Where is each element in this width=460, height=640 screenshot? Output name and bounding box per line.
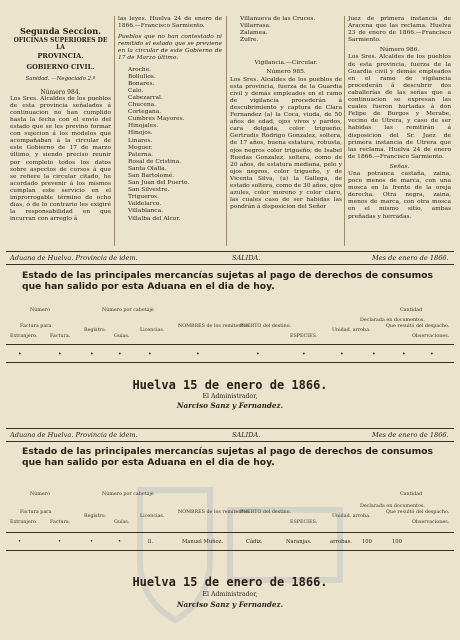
col-puerto: PUERTO del destino. bbox=[240, 510, 292, 515]
numero-984: Número 984. bbox=[40, 88, 81, 96]
town-item: Paterna. bbox=[128, 151, 154, 158]
town-item: Aroche. bbox=[128, 66, 152, 73]
col-guias: Guías. bbox=[114, 520, 130, 525]
col-extranjero: Extranjero. bbox=[10, 334, 38, 339]
col-observaciones: Observaciones. bbox=[412, 520, 450, 525]
col-nombres: NOMBRES de los remitentes. bbox=[178, 510, 251, 515]
column-divider bbox=[114, 16, 115, 246]
col-factura-para: Factura para bbox=[20, 324, 52, 329]
rule bbox=[6, 264, 454, 265]
town-item: Villablanca. bbox=[128, 208, 163, 215]
section-gobierno: GOBIERNO CIVIL. bbox=[26, 63, 95, 72]
col-declarada: Declarada en documentos. bbox=[360, 504, 425, 509]
col-numero: Número bbox=[30, 492, 50, 497]
town-item: San Juan del Puerto. bbox=[128, 180, 190, 187]
aduana-label: Aduana de Huelva. Provincia de idem. bbox=[10, 254, 138, 262]
col-factura-para: Factura para bbox=[20, 510, 52, 515]
town-item: Villalba del Alcor. bbox=[128, 215, 181, 222]
senas-body: Una potranca castaña, zaina, poco menos de marca, con una mosca en la frente de la oreja derecha. Otra negra, zaina, menos de marca, con otra mosca en el mismo sitio, ambas preñadas y herradas. bbox=[348, 170, 451, 220]
col-observaciones: Observaciones. bbox=[412, 334, 450, 339]
mes-label: Mes de enero de 1866. bbox=[372, 431, 449, 439]
section-subtitle: OFICINAS SUPERIORES DE LA bbox=[13, 37, 108, 52]
col-cantidad: Cantidad bbox=[400, 308, 423, 313]
column-2 bbox=[118, 16, 222, 223]
row-resultado: 100 bbox=[392, 539, 402, 545]
town-item: Moguer. bbox=[128, 144, 153, 151]
col-declarada: Declarada en documentos. bbox=[360, 318, 425, 323]
town-item: Zufre. bbox=[240, 37, 259, 44]
town-item: Valdelarco. bbox=[128, 201, 162, 208]
col-extranjero: Extranjero. bbox=[10, 520, 38, 525]
town-item: Villarrasa. bbox=[240, 23, 271, 30]
section-province: PROVINCIA. bbox=[37, 52, 84, 61]
row-unidad: arrobas. bbox=[330, 539, 352, 545]
town-item: Zalamea. bbox=[240, 30, 268, 37]
town-item: San Bartolomé. bbox=[128, 172, 175, 179]
signature-name-2: Narciso Sanz y Fernandez. bbox=[176, 600, 284, 609]
library-watermark bbox=[120, 470, 350, 640]
rule bbox=[6, 344, 454, 345]
vigilancia-heading: Vigilancia.—Circular. bbox=[254, 60, 318, 67]
col-licencias: Licencias. bbox=[140, 328, 165, 333]
col-puerto: PUERTO del destino. bbox=[240, 324, 292, 329]
signature-admin-1: El Administrador, bbox=[202, 393, 258, 400]
town-item: Hinojos. bbox=[128, 130, 153, 137]
section-title: Segunda Seccion. bbox=[19, 26, 102, 36]
col-factura: Factura. bbox=[50, 520, 71, 525]
col-numero-cabotaje: Número por cabotaje bbox=[102, 308, 154, 313]
towns-intro: Pueblos que no han contestado ni remitido el estado que se previene en la circular de este Gobierno de 17 de Marzo último. bbox=[118, 34, 222, 62]
col-licencias: Licencias. bbox=[140, 514, 165, 519]
col-especies: ESPECIES. bbox=[290, 520, 318, 525]
rule bbox=[6, 362, 454, 363]
signature-name-1: Narciso Sanz y Fernandez. bbox=[176, 401, 284, 410]
col-guias: Guías. bbox=[114, 334, 130, 339]
col-cantidad: Cantidad bbox=[400, 492, 423, 497]
senas-heading: Señas. bbox=[389, 163, 410, 170]
row-declarada: 100 bbox=[362, 539, 372, 545]
rule bbox=[6, 251, 454, 252]
negociado-line: Sanidad. —Negociado 2.º bbox=[25, 76, 96, 83]
salida-label: SALIDA. bbox=[232, 431, 261, 439]
article-986-body: Los Sres. Alcaldes de los pueblos de esta provincia, fuerza de la Guardia civil y demás empleados en el ramo de vigilancia procederán á descubrir dos caballerías de las señas que a continuacion se expresan las cuales fueron hurtadas á don Felipe de Burgos y Merabe, vecino de Utrera, y caso de ser habidas las remitirán á disposicion del Sr. Juez de primera instancia de Utrera que las reclama. Huelva 24 de enero de 1866.—Francisco Sarmiento. bbox=[348, 54, 451, 160]
towns-list bbox=[118, 67, 222, 223]
town-item: Santa Olalla. bbox=[128, 165, 167, 172]
newspaper-page: Segunda Seccion. OFICINAS SUPERIORES DE LA PROVINCIA. GOBIERNO CIVIL. Sanidad. —Negociado 2.º Número 984. Los Sres. Alcaldes de los pueblos de esta provincia señalados á continuacion no han cumplido hasta la fecha con el envío del estado que se les previno formar con sujecion á los modelos que acompañaban á la circular de este Gobierno de 17 de marzo último, y siendo preciso reunir por completo todos los datos sobre aspectos de cursos á que se refiere la circular citado, he acordado prevenir á los mismos cumplan este servicio en el improrrogable término de ocho dias, ó de lo contrario les exigiré la responsabilidad en que incurran con arreglo á las leyes. Huelva 24 de enero de 1866.—Francisco Sarmiento. Pueblos que no han contestado ni remitido el estado que se previene en la circular de este Gobierno de 17 de Marzo último. Aroche. Bollullos. Bonares. Calo. Cabezarral. Chucena. Cortegana. Cumbres Mayores. Hinojales. Hinojos. Linares. Moguer. Paterna. Rosal de Cristina. Santa Olalla. San Bartolomé. San Juan del Puerto. San Silvestre. Trigueros. Valdelarco. Villablanca. Villalba del Alcor. Villanueva de las Cruces. Villarrasa. Zalamea. Zufre. Vigilancia.—Circular. Número 985. Los Sres. Alcaldes de los pueblos de esta provincia, fuerza de la Guardia civil y demás empleados en el ramo de vigilancia procederán á descubrimiento y captura de Clara Fernandez (a) la Coca, viuda, de 50 años de edad, ojos vivos y pardos, cara delgada, color trigueño; Gertrudis Rodrigo Gonzalez, soltera, de 17 años, buena estatura, robusta, ojos negros color trigueño; de Isabel Ruedas Gonzalez, soltera, como de 20 años, de estatura mediana, pelo y ojos negros, color trigueño, y de Vicenta Silva, (a) la Gallega, de estado soltera, como de 30 años, ojos azules, color moreno y color claro, las cuales caso de ser habidas las pondrán á disposicion del Señor Juez de primera instancia de Aracena que las reclama. Huelva 23 de enero de 1866.—Francisco Sarmiento. Número 986. Los Sres. Alcaldes de los pueblos de esta provincia, fuerza de la Guardia civil y demás empleados en el ramo de vigilancia procederán á descubrir dos caballerías de las señas que a continuacion se expresan las cuales fueron hurtadas á don Felipe de Burgos y Merabe, vecino de Utrera, y caso de ser habidas las remitirán á disposicion del Sr. Juez de primera instancia de Utrera que las reclama. Huelva 24 de enero de 1866.—Francisco Sarmiento. Señas. Una potranca castaña, zaina, poco menos de marca, con una mosca en la frente de la oreja derecha. Otra negra, zaina, menos de marca, con otra mosca en el mismo sitio, ambas preñadas y herradas. Aduana de Huelva. Provincia de idem. SALIDA. Mes de enero de 1866. Estado de las principales mercancías sujetas al pago de derechos de consumos que han salido por esta Aduana en el dia de hoy. Número Número por cabotaje Cantidad Factura para Extranjero. Factura. Registro. Guías. Licencias. NOMBRES de los remitentes. PUERTO del destino. ESPECIES. Unidad. arroba. Declarada en documentos. Que resultó del despacho. Observaciones. • • • • • • • • • • • • Huelva 15 de enero de 1866. El Administrador, Narciso Sanz y Fernandez. Aduana de Huelva. Provincia de idem. SALIDA. Mes de enero de 1866. Estado de las principales mercancías sujetas al pago de derechos de consumos que han salido por esta Aduana en el dia de hoy. Número Número por cabotaje Cantidad Factura para Extranjero. Factura. Registro. Guías. Licencias. NOMBRES de los remitentes. PUERTO del destino. ESPECIES. Unidad. arroba. Declarada en documentos. Que resultó del despacho. Observaciones. • • • • ll. Manuel Muñoz. Cádiz. Naranjas. arrobas. 100 100 Huelva 15 de enero de 1866. El Administrador, Narciso Sanz y Fernandez. bbox=[0, 0, 460, 640]
column-1 bbox=[10, 16, 111, 223]
col-resultado: Que resultó del despacho. bbox=[386, 324, 450, 329]
signature-date-1: Huelva 15 de enero de 1866. bbox=[132, 378, 328, 392]
column-3 bbox=[230, 16, 342, 211]
numero-985: Número 985. bbox=[266, 69, 306, 76]
col-numero-cabotaje: Número por cabotaje bbox=[102, 492, 154, 497]
col-nombres: NOMBRES de los remitentes. bbox=[178, 324, 251, 329]
numero-986: Número 986. bbox=[379, 47, 420, 54]
aduana-label: Aduana de Huelva. Provincia de idem. bbox=[10, 431, 138, 439]
town-item: Villanueva de las Cruces. bbox=[240, 16, 316, 22]
col-registro: Registro. bbox=[84, 328, 107, 333]
column-divider bbox=[344, 16, 345, 246]
table-2-title: Estado de las principales mercancías sujetas al pago de derechos de consumos que han salido por esta Aduana en el dia de hoy. bbox=[22, 446, 433, 468]
town-item: Calo. bbox=[128, 87, 144, 94]
row-especie: Naranjas. bbox=[286, 539, 312, 545]
column-divider bbox=[226, 16, 227, 246]
column-4 bbox=[348, 16, 451, 221]
col-especies: ESPECIES. bbox=[290, 334, 318, 339]
col-numero: Número bbox=[30, 308, 50, 313]
town-item: Chucena. bbox=[128, 102, 157, 109]
town-item: Hinojales. bbox=[128, 123, 158, 130]
towns-list-cont bbox=[230, 16, 342, 44]
col-resultado: Que resultó del despacho. bbox=[386, 510, 450, 515]
town-item: Linares. bbox=[128, 137, 153, 144]
mes-label: Mes de enero de 1866. bbox=[372, 254, 449, 262]
town-item: Trigueros. bbox=[128, 194, 159, 201]
article-984-end: las leyes. Huelva 24 de enero de 1866.—Francisco Sarmiento. bbox=[118, 16, 222, 30]
salida-label: SALIDA. bbox=[232, 254, 261, 262]
town-item: Rosal de Cristina. bbox=[128, 158, 182, 165]
article-984-body: Los Sres. Alcaldes de los pueblos de esta provincia señalados á continuacion no han cumplido hasta la fecha con el envío del estado que se les previno formar con sujecion á los modelos que acompañaban á la circular de este Gobierno de 17 de marzo último, y siendo preciso reunir por completo todos los datos sobre aspectos de cursos á que se refiere la circular citado, he acordado prevenir á los mismos cumplan este servicio en el improrrogable término de ocho dias, ó de lo contrario les exigiré la responsabilidad en que incurran con arreglo á bbox=[10, 95, 111, 223]
article-985-body: Los Sres. Alcaldes de los pueblos de esta provincia, fuerza de la Guardia civil y demás empleados en el ramo de vigilancia procederán á descubrimiento y captura de Clara Fernandez (a) la Coca, viuda, de 50 años de edad, ojos vivos y pardos, cara delgada, color trigueño; Gertrudis Rodrigo Gonzalez, soltera, de 17 años, buena estatura, robusta, ojos negros color trigueño; de Isabel Ruedas Gonzalez, soltera, como de 20 años, de estatura mediana, pelo y ojos negros, color trigueño, y de Vicenta Silva, (a) la Gallega, de estado soltera, como de 30 años, ojos azules, color moreno y color claro, las cuales caso de ser habidas las pondrán á disposicion del Señor bbox=[230, 76, 342, 211]
town-item: Cabezarral. bbox=[128, 94, 163, 101]
town-item: San Silvestre. bbox=[128, 187, 170, 194]
town-item: Bonares. bbox=[128, 80, 155, 87]
rule bbox=[6, 441, 454, 442]
town-item: Bollullos. bbox=[128, 73, 156, 80]
article-985-end: Juez de primera instancia de Aracena que las reclama. Huelva 23 de enero de 1866.—Francisco Sarmiento. bbox=[348, 16, 451, 44]
town-item: Cumbres Mayores. bbox=[128, 116, 185, 123]
col-unidad: Unidad. arroba. bbox=[332, 328, 371, 333]
table-1-title: Estado de las principales mercancías sujetas al pago de derechos de consumos que han salido por esta Aduana en el dia de hoy. bbox=[22, 270, 433, 292]
rule bbox=[6, 428, 454, 429]
table-1-header bbox=[10, 308, 454, 368]
signature-admin-2: El Administrador, bbox=[202, 591, 258, 598]
col-unidad: Unidad. arroba. bbox=[332, 514, 371, 519]
row-mark: ll. bbox=[148, 539, 153, 545]
col-registro: Registro. bbox=[84, 514, 107, 519]
row-destino: Cádiz. bbox=[246, 539, 263, 545]
row-remitente: Manuel Muñoz. bbox=[182, 539, 223, 545]
town-item: Cortegana. bbox=[128, 109, 162, 116]
signature-date-2: Huelva 15 de enero de 1866. bbox=[132, 575, 328, 589]
col-factura: Factura. bbox=[50, 334, 71, 339]
